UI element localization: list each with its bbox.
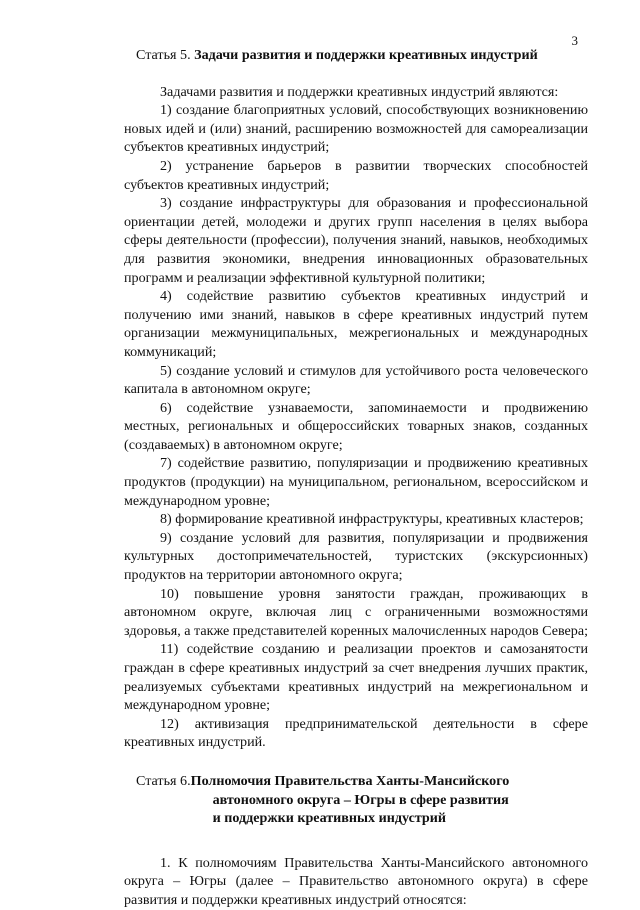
document-body xyxy=(124,40,588,910)
article-6-paragraph-1: 1. К полномочиям Правительства Ханты-Мансийского автономного округа – Югры (далее – Правительство автономного округа) в сфере развития и поддержки креативных индустрий относятся: xyxy=(124,854,588,908)
article-6-label: Статья 6. xyxy=(136,772,191,789)
article-6-title xyxy=(191,772,510,828)
list-item: 4) содействие развитию субъектов креативных индустрий и получению ими знаний, навыков в сфере креативных индустрий путем организации межмуниципальных, межрегиональных и международных коммуникаций; xyxy=(124,288,588,360)
list-item: 1) создание благоприятных условий, способствующих возникновению новых идей и (или) знаний, расширению возможностей для самореализации субъектов креативных индустрий; xyxy=(124,102,588,156)
list-item: 10) повышение уровня занятости граждан, проживающих в автономном округе, включая лиц с ограниченными возможностями здоровья, а также представителей коренных малочисленных народов Севера; xyxy=(124,585,588,639)
article-5-heading xyxy=(124,46,588,65)
list-item: 5) создание условий и стимулов для устойчивого роста человеческого капитала в автономном округе; xyxy=(124,362,588,398)
list-item: 6) содействие узнаваемости, запоминаемости и продвижению местных, региональных и общероссийских товарных знаков, созданных (создаваемых) в автономном округе; xyxy=(124,399,588,453)
list-item: 7) содействие развитию, популяризации и продвижению креативных продуктов (продукции) на муниципальном, региональном, всероссийском и международном уровне; xyxy=(124,455,588,509)
article-5-title: Задачи развития и поддержки креативных индустрий xyxy=(194,47,538,63)
article-6-heading xyxy=(124,772,588,828)
list-item: 9) создание условий для развития, популяризации и продвижения культурных достопримечательностей, туристских (экскурсионных) продуктов на территории автономного округа; xyxy=(124,529,588,584)
list-item: 12) активизация предпринимательской деятельности в сфере креативных индустрий. xyxy=(124,715,588,751)
article-6-title-line-1: Полномочия Правительства Ханты-Мансийского xyxy=(190,772,510,789)
article-5-intro: Задачами развития и поддержки креативных индустрий являются: xyxy=(160,83,559,100)
list-item: 3) создание инфраструктуры для образования и профессиональной ориентации детей, молодежи и других групп населения в целях выбора сферы деятельности (профессии), получения знаний, навыков, необходимых для развития экономики, внедрения инновационных образовательных программ и реализации эффективной культурной политики; xyxy=(124,195,588,286)
list-item: 11) содействие созданию и реализации проектов и самозанятости граждан в сфере креативных индустрий за счет внедрения лучших практик, реализуемых субъектами креативных индустрий на межрегиональном и международном уровне; xyxy=(124,641,588,714)
article-5-label: Статья 5. xyxy=(136,47,195,63)
page-number: 3 xyxy=(571,33,578,48)
article-6-title-line-2: автономного округа – Югры в сфере развития xyxy=(212,791,509,808)
article-6-title-line-3: и поддержки креативных индустрий xyxy=(212,810,447,827)
list-item: 2) устранение барьеров в развитии творческих способностей субъектов креативных индустрий; xyxy=(124,157,588,193)
list-item: 8) формирование креативной инфраструктуры, креативных кластеров; xyxy=(160,511,584,528)
